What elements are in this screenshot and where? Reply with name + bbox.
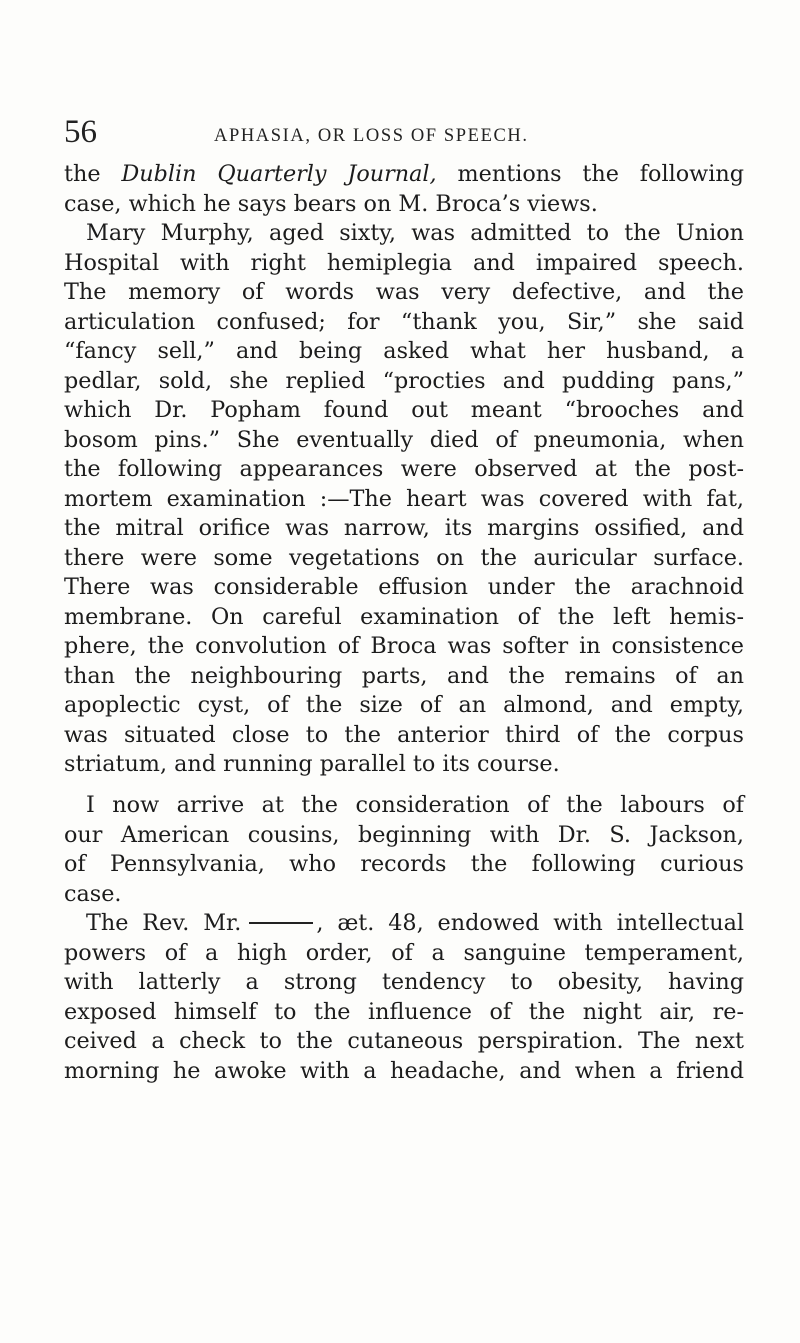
body-text-lower [64,791,744,1086]
name-omission-dash [249,922,313,924]
text-line: with latterly a strong tendency to obesity, having [64,969,744,995]
text-line: The Rev. Mr. , æt. 48, endowed with intellectual [86,910,744,936]
text-line: Hospital with right hemiplegia and impaired speech. [64,249,744,276]
text-line: phere, the convolution of Broca was softer in consistence [64,633,744,659]
text-line: articulation confused; for “thank you, Sir,” she said [64,308,744,335]
text-line: powers of a high order, of a sanguine temperament, [64,939,744,966]
text-line: the Dublin Quarterly Journal, mentions the following [64,161,745,187]
text-line: apoplectic cyst, of the size of an almond, and empty, [64,692,744,718]
text-line: of Pennsylvania, who records the following curious [64,851,744,877]
text-line: morning he awoke with a headache, and when a friend [64,1057,744,1084]
text-line: I now arrive at the consideration of the labours of [86,792,744,818]
page-header [64,114,744,154]
text-line: bosom pins.” She eventually died of pneumonia, when [64,426,744,453]
text-line: mortem examination :—The heart was covered with fat, [64,485,744,512]
text-line: than the neighbouring parts, and the remains of an [64,662,744,689]
text-line: exposed himself to the influence of the night air, re- [64,998,744,1025]
running-title: APHASIA, OR LOSS OF SPEECH. [214,126,529,146]
text-line: “fancy sell,” and being asked what her husband, a [64,338,744,364]
text-line: ceived a check to the cutaneous perspiration. The next [64,1028,744,1054]
text-line: case, which he says bears on M. Broca’s views. [64,190,598,217]
text-line: was situated close to the anterior third of the corpus [64,721,744,748]
text-line: the following appearances were observed at the post- [64,456,744,482]
text-line: Mary Murphy, aged sixty, was admitted to the Union [86,220,744,246]
text-line: There was considerable effusion under the arachnoid [64,574,744,600]
text-line: pedlar, sold, she replied “procties and pudding pans,” [64,367,744,394]
journal-title: Dublin Quarterly Journal, [121,161,437,187]
text-line: case. [64,880,122,907]
text-line: our American cousins, beginning with Dr. S. Jackson, [64,821,744,848]
body-text-upper [64,160,744,780]
text-line: membrane. On careful examination of the left hemis- [64,603,744,630]
text-line: which Dr. Popham found out meant “brooches and [64,397,744,423]
text-line: there were some vegetations on the auricular surface. [64,544,744,571]
page-number: 56 [64,114,97,150]
text-line: The memory of words was very defective, and the [64,279,744,305]
text-line: the mitral orifice was narrow, its margins ossified, and [64,515,744,541]
text-line: striatum, and running parallel to its course. [64,751,560,777]
